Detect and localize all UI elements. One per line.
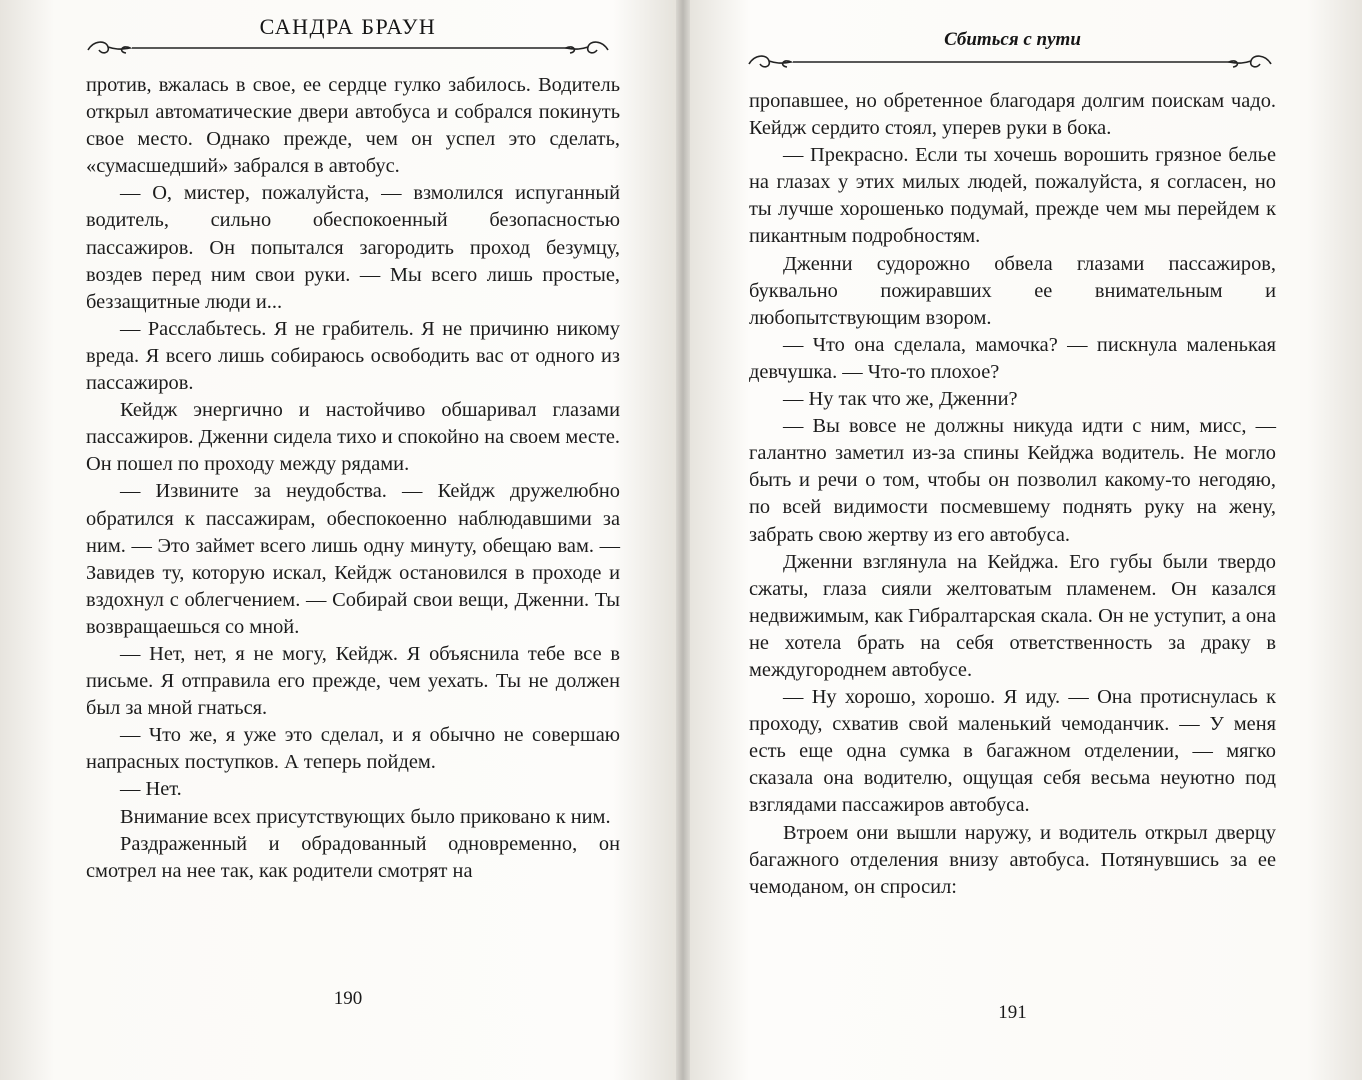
paragraph: — Расслабьтесь. Я не грабитель. Я не причиню никому вреда. Я всего лишь собираюсь освободить вас от одного из пассажиров. bbox=[86, 317, 620, 395]
right-page-text bbox=[749, 88, 1276, 901]
left-running-head: САНДРА БРАУН bbox=[259, 14, 437, 39]
paragraph: Дженни судорожно обвела глазами пассажиров, буквально пожиравших ее внимательным и любопытствующим взором. bbox=[749, 252, 1276, 329]
left-page bbox=[58, 0, 638, 1080]
left-header-ornament bbox=[58, 34, 638, 60]
paragraph: — Прекрасно. Если ты хочешь ворошить грязное белье на глазах у этих милых людей, пожалуйста, я согласен, но ты лучше хорошенько подумай, прежде чем мы перейдем к пикантным подробностям. bbox=[749, 144, 1276, 248]
paragraph: Раздраженный и обрадованный одновременно, он смотрел на нее так, как родители смотрят на bbox=[86, 832, 620, 882]
paragraph: — Что же, я уже это сделал, и я обычно не совершаю напрасных поступков. А теперь пойдем. bbox=[86, 724, 620, 774]
paragraph: против, вжалась в свое, ее сердце гулко забилось. Водитель открыл автоматические двери автобуса и собрался покинуть свое место. Однако прежде, чем он успел это сделать, «сумасшедший» забрался в автобус. bbox=[86, 74, 620, 178]
paragraph: Кейдж энергично и настойчиво обшаривал глазами пассажиров. Дженни сидела тихо и спокойно на своем месте. Он пошел по проходу между рядами. bbox=[86, 399, 620, 476]
right-running-head: Сбиться с пути bbox=[944, 29, 1081, 50]
paragraph: — Нет. bbox=[120, 778, 182, 801]
paragraph: — Ну так что же, Дженни? bbox=[783, 388, 1018, 411]
left-page-text bbox=[86, 72, 620, 885]
paragraph: пропавшее, но обретенное благодаря долгим поискам чадо. Кейдж сердито стоял, уперев руки в бока. bbox=[749, 90, 1276, 140]
book-gutter bbox=[676, 0, 690, 1080]
paragraph: — Ну хорошо, хорошо. Я иду. — Она протиснулась к проходу, схватив свой маленький чемоданчик. — У меня есть еще одна сумка в багажном отделении, — мягко сказала она водителю, ощущая себя весьма неуютно под взглядами пассажиров автобуса. bbox=[749, 686, 1276, 817]
right-page bbox=[725, 0, 1300, 1080]
paragraph: — Нет, нет, я не могу, Кейдж. Я объяснила тебе все в письме. Я отправила его прежде, чем уехать. Ты не должен был за мной гнаться. bbox=[86, 642, 620, 720]
paragraph: Дженни взглянула на Кейджа. Его губы были твердо сжаты, глаза сияли желтоватым пламенем. Он казался недвижимым, как Гибралтарская скала. Он не уступит, а она не хотела брать на себя ответственность за драку в междугороднем автобусе. bbox=[749, 550, 1276, 681]
paragraph: — Вы вовсе не должны никуда идти с ним, мисс, — галантно заметил из-за спины Кейджа водитель. Не могло быть и речи о том, чтобы он позволил какому-то негодяю, по всей видимости посмевшему поднять руку на жену, забрать свою жертву из его автобуса. bbox=[749, 415, 1276, 546]
paragraph: Внимание всех присутствующих было приковано к ним. bbox=[120, 805, 611, 828]
paragraph: — Извините за неудобства. — Кейдж дружелюбно обратился к пассажирам, обеспокоенно наблюдавшими за ним. — Это займет всего лишь одну минуту, обещаю вам. — Завидев ту, которую искал, Кейдж остановился в проходе и вздохнул с облегчением. — Собирай свои вещи, Дженни. Ты возвращаешься со мной. bbox=[86, 480, 620, 638]
left-page-number: 190 bbox=[333, 988, 363, 1009]
paragraph: — О, мистер, пожалуйста, — взмолился испуганный водитель, сильно обеспокоенный безопасностью пассажиров. Он попытался загородить проход безумцу, воздев перед ним свои руки. — Мы всего лишь простые, беззащитные люди и... bbox=[86, 182, 620, 313]
right-header-ornament bbox=[725, 48, 1300, 74]
right-page-number: 191 bbox=[998, 1002, 1027, 1023]
paragraph: Втроем они вышли наружу, и водитель открыл дверцу багажного отделения внизу автобуса. Потянувшись за ее чемоданом, он спросил: bbox=[749, 821, 1276, 898]
paragraph: — Что она сделала, мамочка? — пискнула маленькая девчушка. — Что-то плохое? bbox=[749, 333, 1276, 383]
